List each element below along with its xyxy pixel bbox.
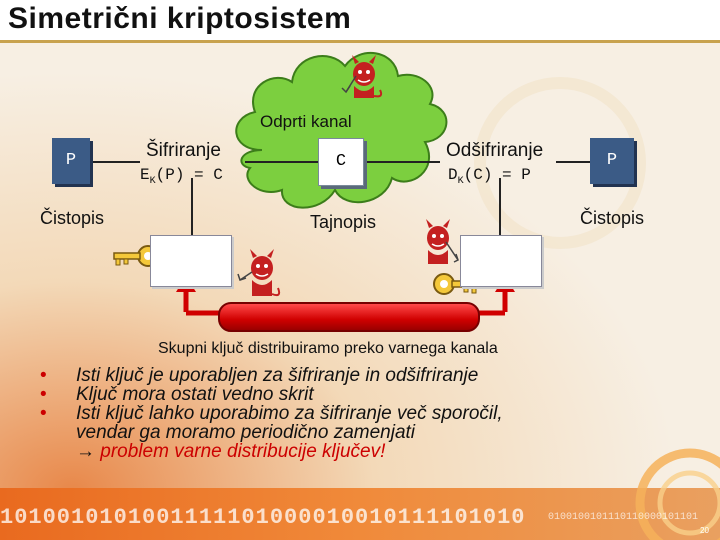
bullet-continuation: vendar ga moramo periodično zamenjati <box>76 422 416 443</box>
right-plaintext-box <box>590 138 634 184</box>
decrypt-formula-key: K <box>457 176 464 188</box>
bullet-dot: • <box>40 384 47 405</box>
devil-icon <box>426 219 458 264</box>
receiver-key-box <box>460 235 542 287</box>
right-plaintext-caption: Čistopis <box>580 208 645 228</box>
open-channel-label: Odprti kanal <box>260 112 352 131</box>
bullet-dot: • <box>40 403 47 424</box>
list-item <box>40 404 680 423</box>
decrypt-formula-rest: (C) = P <box>463 166 531 184</box>
secure-channel-bar <box>218 302 480 332</box>
left-plaintext-box <box>52 138 90 184</box>
list-item <box>40 385 680 404</box>
arrow-icon: → <box>76 441 95 462</box>
list-item <box>40 366 680 385</box>
page-number: 20 <box>700 526 709 535</box>
binary-decoration-small: 0100100101110110000101101 <box>548 512 699 523</box>
left-plaintext-symbol: P <box>65 151 77 170</box>
bullet-text: Isti ključ je uporabljen za šifriranje in odšifriranje <box>76 365 479 386</box>
left-plaintext-caption: Čistopis <box>40 208 105 228</box>
decrypt-formula-d: D <box>448 166 458 184</box>
secure-channel-caption: Skupni ključ distribuiramo preko varnega kanala <box>158 340 498 357</box>
encrypt-formula <box>140 166 223 187</box>
right-plaintext-symbol: P <box>606 151 618 170</box>
binary-decoration: 1010010101001111101000010010111101010 <box>0 505 526 530</box>
bullet-text: Ključ mora ostati vedno skrit <box>76 384 314 405</box>
ciphertext-caption: Tajnopis <box>310 212 377 232</box>
devil-icon <box>238 249 279 296</box>
decrypt-label: Odšifriranje <box>446 140 544 161</box>
encrypt-formula-rest: (P) = C <box>155 166 223 184</box>
decrypt-formula <box>448 166 531 187</box>
encrypt-formula-key: K <box>149 176 156 188</box>
encrypt-formula-e: E <box>140 166 150 184</box>
bullet-list <box>40 366 680 461</box>
sender-key-box <box>150 235 232 287</box>
bullet-text: Isti ključ lahko uporabimo za šifriranje več sporočil, <box>76 403 503 424</box>
conclusion-text: problem varne distribucije ključev! <box>100 441 386 462</box>
ciphertext-symbol: C <box>335 152 347 171</box>
bullet-conclusion <box>40 442 680 461</box>
bullet-dot: • <box>40 365 47 386</box>
encrypt-label: Šifriranje <box>146 140 221 161</box>
page-title: Simetrični kriptosistem <box>8 2 352 35</box>
ciphertext-box <box>318 138 364 186</box>
